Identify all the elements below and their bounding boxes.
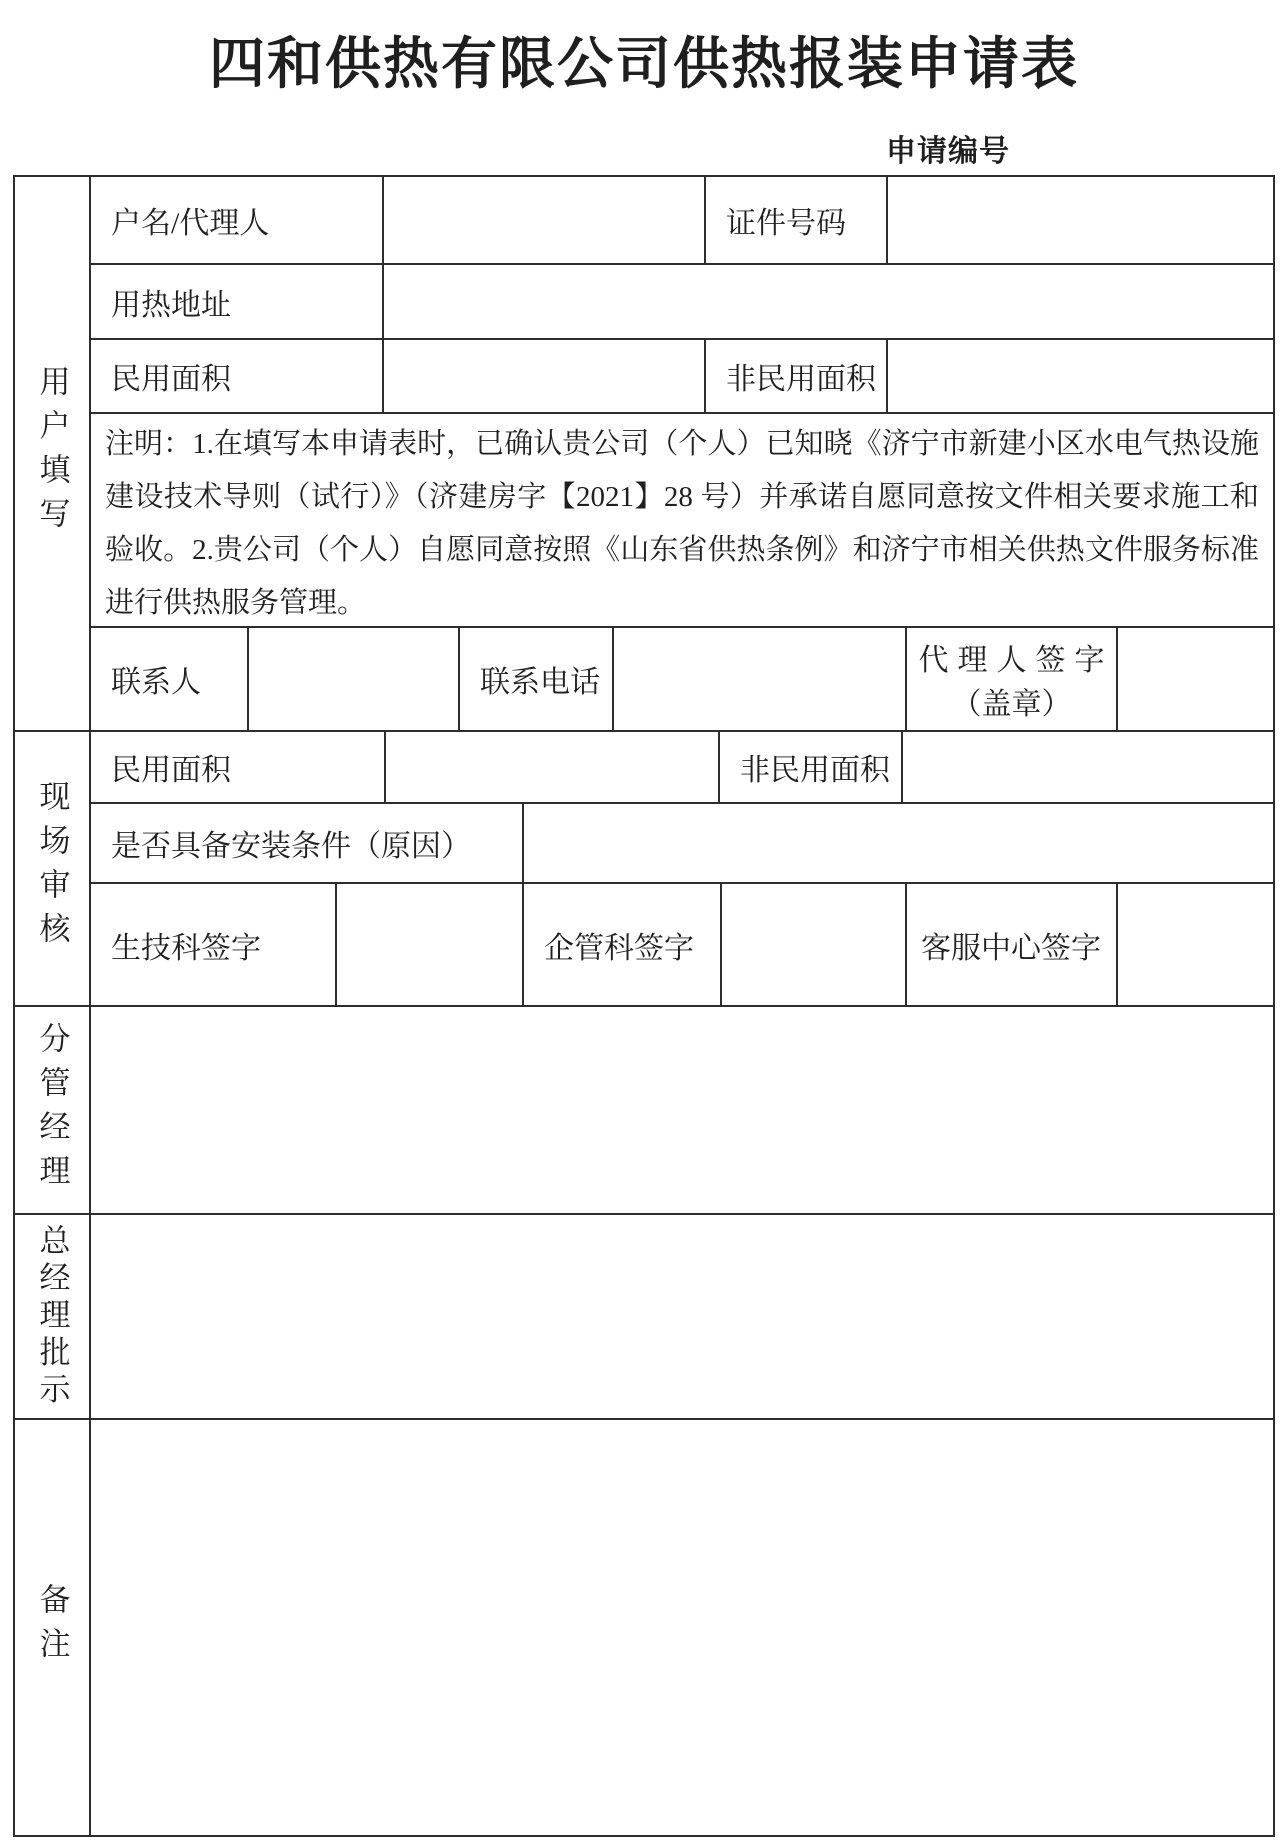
section-general-manager: [15, 1215, 1273, 1420]
agent-signature-label-line1: 代理人签字: [918, 644, 1114, 677]
mgmt-dept-sign-field: [722, 884, 907, 1005]
section-general-manager-body: [91, 1215, 1273, 1418]
service-center-sign-field: [1118, 884, 1273, 1005]
agent-signature-field: [1118, 628, 1273, 730]
agent-signature-label-line2: （盖章）: [951, 688, 1072, 721]
section-remarks-side: [15, 1420, 91, 1835]
user-notes-text: 注明：1.在填写本申请表时，已确认贵公司（个人）已知晓《济宁市新建小区水电气热设施建设技术导则（试行）》（济建房字【2021】28 号）并承诺自愿同意按文件相关要求施工和验收。2.贵公司（个人）自愿同意按照《山东省供热条例》和济宁市相关供热文件服务标准进行供热服务管理。: [105, 428, 1259, 619]
install-condition-field: [524, 804, 1273, 882]
non-civil-area-label: 非民用面积: [706, 340, 888, 412]
heating-address-label: 用热地址: [91, 265, 384, 338]
remarks-field: [91, 1420, 1273, 1835]
section-user-fill-body: [91, 177, 1273, 730]
contact-phone-field: [614, 628, 907, 730]
application-form-table: [13, 175, 1275, 1837]
row-install-condition: [91, 804, 1273, 884]
section-general-manager-label: 总经理批示: [34, 1223, 70, 1410]
row-heating-address: [91, 265, 1273, 340]
id-number-field: [888, 177, 1273, 263]
section-branch-manager: [15, 1007, 1273, 1215]
section-site-review: [15, 732, 1273, 1007]
heating-address-field: [384, 265, 1273, 338]
review-non-civil-area-label: 非民用面积: [720, 732, 903, 802]
agent-signature-label: [907, 628, 1118, 730]
applicant-name-label: 户名/代理人: [91, 177, 384, 263]
civil-area-field: [384, 340, 706, 412]
contact-person-field: [249, 628, 460, 730]
section-user-fill: [15, 177, 1273, 732]
section-branch-manager-side: [15, 1007, 91, 1213]
row-user-area: [91, 340, 1273, 414]
section-general-manager-side: [15, 1215, 91, 1418]
contact-person-label: 联系人: [91, 628, 249, 730]
tech-dept-sign-label: 生技科签字: [91, 884, 337, 1005]
section-remarks: [15, 1420, 1273, 1835]
mgmt-dept-sign-label: 企管科签字: [524, 884, 722, 1005]
branch-manager-field: [91, 1007, 1273, 1213]
section-remarks-body: [91, 1420, 1273, 1835]
section-remarks-label: 备注: [34, 1583, 70, 1672]
section-user-fill-side: [15, 177, 91, 730]
row-contact: [91, 628, 1273, 730]
contact-phone-label: 联系电话: [460, 628, 614, 730]
non-civil-area-field: [888, 340, 1273, 412]
section-branch-manager-body: [91, 1007, 1273, 1213]
section-user-fill-label: 用户填写: [34, 365, 70, 542]
row-notes: [91, 414, 1273, 628]
civil-area-label: 民用面积: [91, 340, 384, 412]
review-civil-area-label: 民用面积: [91, 732, 386, 802]
section-site-review-label: 现场审核: [34, 780, 70, 957]
row-review-area: [91, 732, 1273, 804]
section-site-review-side: [15, 732, 91, 1005]
row-dept-signatures: [91, 884, 1273, 1005]
review-civil-area-field: [386, 732, 720, 802]
review-non-civil-area-field: [903, 732, 1273, 802]
install-condition-label: 是否具备安装条件（原因）: [91, 804, 524, 882]
section-site-review-body: [91, 732, 1273, 1005]
id-number-label: 证件号码: [706, 177, 888, 263]
service-center-sign-label: 客服中心签字: [907, 884, 1118, 1005]
section-branch-manager-label: 分管经理: [34, 1021, 70, 1199]
application-number-label: 申请编号: [886, 135, 1010, 168]
general-manager-field: [91, 1215, 1273, 1418]
row-applicant: [91, 177, 1273, 265]
tech-dept-sign-field: [337, 884, 524, 1005]
page-title: 四和供热有限公司供热报装申请表: [209, 34, 1079, 96]
applicant-name-field: [384, 177, 706, 263]
